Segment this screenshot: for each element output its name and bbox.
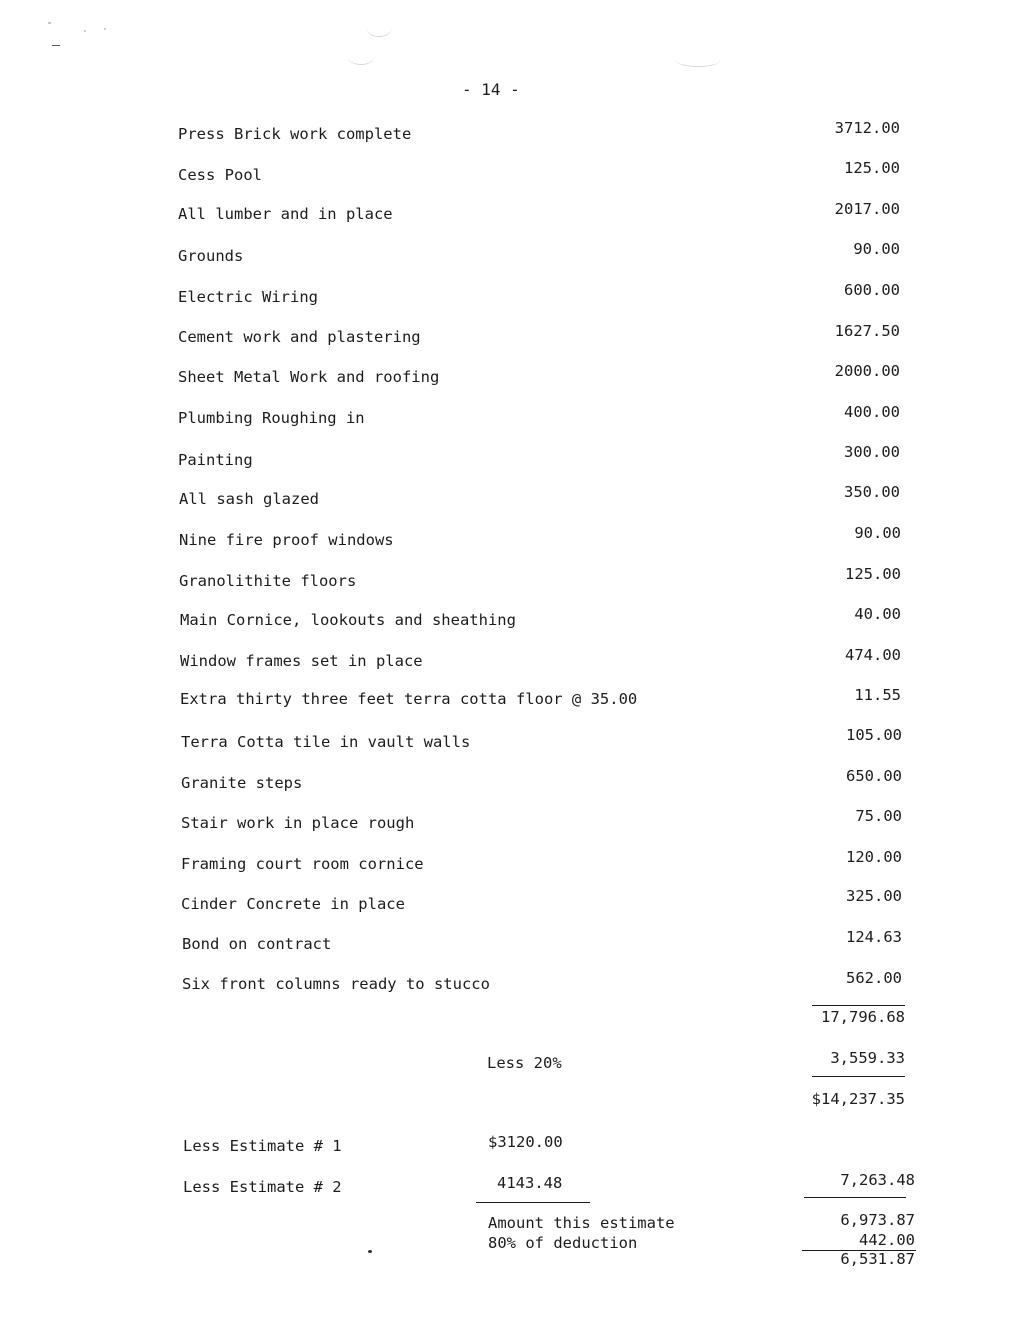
line-item-label: Stair work in place rough [181, 814, 415, 832]
scan-speck [368, 1250, 372, 1253]
line-item-label: Plumbing Roughing in [178, 409, 365, 427]
less-percent-label: Less 20% [487, 1054, 562, 1072]
scan-speck [84, 30, 86, 32]
deduction-label: 80% of deduction [488, 1234, 638, 1252]
line-item-label: Nine fire proof windows [179, 531, 394, 549]
line-item-label: Cess Pool [178, 166, 262, 184]
line-item-label: Granolithite floors [179, 572, 357, 590]
line-item-amount: 105.00 [846, 726, 902, 744]
line-item-amount: 11.55 [854, 686, 901, 704]
amount-this-estimate-value: 6,973.87 [840, 1211, 915, 1229]
amount-this-estimate-label: Amount this estimate [488, 1214, 675, 1232]
line-item-label: Framing court room cornice [181, 855, 424, 873]
estimates-total-rule [804, 1197, 906, 1198]
line-item-amount: 300.00 [844, 443, 900, 461]
line-item-amount: 124.63 [846, 928, 902, 946]
line-item-label: Granite steps [181, 774, 303, 792]
line-item-amount: 90.00 [854, 524, 901, 542]
estimate-2-amount: 4143.48 [497, 1174, 563, 1192]
deduction-amount: 442.00 [859, 1231, 915, 1249]
scan-mark [52, 45, 60, 46]
line-item-label: Sheet Metal Work and roofing [178, 368, 440, 386]
line-item-amount: 562.00 [846, 969, 902, 987]
line-item-label: Cement work and plastering [178, 328, 421, 346]
line-item-label: Six front columns ready to stucco [182, 975, 490, 993]
estimate-1-label: Less Estimate # 1 [183, 1137, 342, 1155]
subtotal-rule [812, 1005, 905, 1006]
less-percent-amount: 3,559.33 [830, 1049, 905, 1067]
final-total-amount: 6,531.87 [840, 1250, 915, 1268]
line-item-label: All lumber and in place [178, 205, 393, 223]
line-item-label: All sash glazed [179, 490, 319, 508]
line-item-label: Cinder Concrete in place [181, 895, 405, 913]
estimates-total-amount: 7,263.48 [840, 1171, 915, 1189]
line-item-amount: 125.00 [845, 565, 901, 583]
line-item-amount: 600.00 [844, 281, 900, 299]
line-item-amount: 1627.50 [834, 322, 900, 340]
line-item-label: Electric Wiring [178, 288, 318, 306]
line-item-amount: 3712.00 [834, 119, 900, 137]
punch-hole-shadow [676, 54, 720, 67]
line-item-label: Window frames set in place [180, 652, 423, 670]
estimate-2-label: Less Estimate # 2 [183, 1178, 342, 1196]
line-item-amount: 2017.00 [834, 200, 900, 218]
scan-speck [48, 22, 51, 24]
line-item-label: Bond on contract [182, 935, 332, 953]
line-item-amount: 75.00 [855, 807, 902, 825]
line-item-amount: 474.00 [845, 646, 901, 664]
line-item-label: Main Cornice, lookouts and sheathing [180, 611, 516, 629]
line-item-amount: 2000.00 [834, 362, 900, 380]
line-item-amount: 120.00 [846, 848, 902, 866]
page-number: - 14 - [462, 80, 520, 99]
line-item-label: Terra Cotta tile in vault walls [181, 733, 471, 751]
line-item-amount: 325.00 [846, 887, 902, 905]
line-item-label: Grounds [178, 247, 244, 265]
line-item-amount: 90.00 [853, 240, 900, 258]
estimates-rule [476, 1202, 590, 1203]
subtotal-amount: 17,796.68 [821, 1008, 905, 1026]
line-item-label: Painting [178, 451, 253, 469]
line-item-label: Press Brick work complete [178, 125, 412, 143]
estimate-1-amount: $3120.00 [488, 1133, 563, 1151]
line-item-amount: 125.00 [844, 159, 900, 177]
line-item-amount: 40.00 [854, 605, 901, 623]
punch-hole-shadow [348, 50, 374, 65]
net-total-rule [812, 1076, 905, 1077]
line-item-amount: 400.00 [844, 403, 900, 421]
line-item-amount: 350.00 [844, 483, 900, 501]
line-item-amount: 650.00 [846, 767, 902, 785]
net-total-amount: $14,237.35 [811, 1090, 905, 1108]
scan-speck [104, 28, 106, 30]
punch-hole-shadow [366, 18, 392, 37]
line-item-label: Extra thirty three feet terra cotta floor @ 35.00 [180, 690, 638, 708]
